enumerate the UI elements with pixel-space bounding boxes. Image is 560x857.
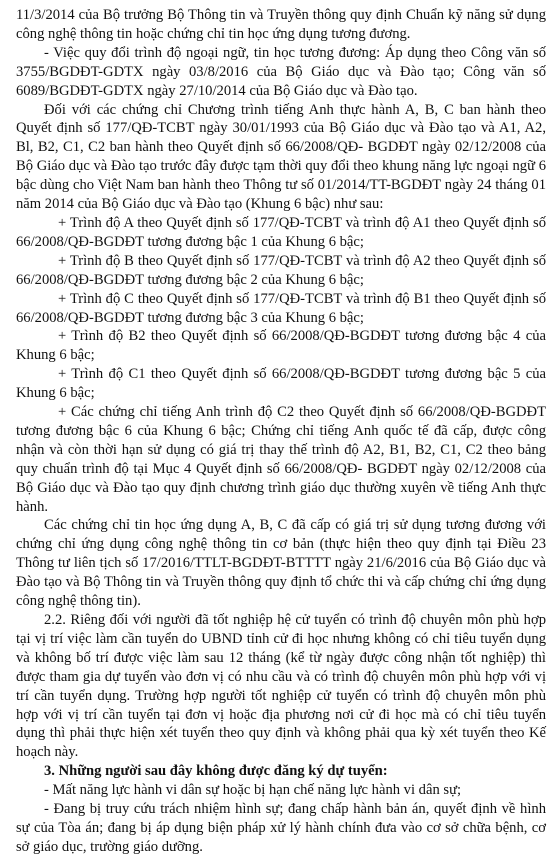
list-item: + Trình độ C1 theo Quyết định số 66/2008/QĐ-BGDĐT tương đương bậc 5 của Khung 6 bậc; bbox=[16, 366, 546, 402]
list-item: - Đang bị truy cứu trách nhiệm hình sự; đang chấp hành bản án, quyết định về hình sự của Tòa án; đang bị áp dụng biện pháp xử lý hành chính đưa vào cơ sở chữa bệnh, cơ sở giáo dục, trường giáo dưỡng. bbox=[16, 801, 546, 855]
paragraph-english-certificates: Đối với các chứng chỉ Chương trình tiếng Anh thực hành A, B, C ban hành theo Quyết định số 177/QĐ-TCBT ngày 30/01/1993 của Bộ Giáo dục và Đào tạo và A1, A2, Bl, B2, C1, C2 ban hành theo Quyết định số 66/2008/QĐ- BGDĐT ngày 02/12/2008 của Bộ Giáo dục và Đào tạo trước đây được tạm thời quy đổi theo khung năng lực ngoại ngữ 6 bậc dùng cho Việt Nam ban hành theo Thông tư số 01/2014/TT-BGDĐT ngày 24 tháng 01 năm 2014 của Bộ Giáo dục và Đào tạo (Khung 6 bậc) như sau: bbox=[16, 101, 546, 213]
list-item: + Trình độ B theo Quyết định số 177/QĐ-TCBT và trình độ A2 theo Quyết định số 66/2008/QĐ-BGDĐT tương đương bậc 2 của Khung 6 bậc; bbox=[16, 252, 546, 288]
section-heading-3: 3. Những người sau đây không được đăng ký dự tuyển: bbox=[44, 763, 388, 780]
list-item: + Trình độ C theo Quyết định số 177/QĐ-TCBT và trình độ B1 theo Quyết định số 66/2008/QĐ-BGDĐT tương đương bậc 3 của Khung 6 bậc; bbox=[16, 290, 546, 326]
list-item: + Các chứng chỉ tiếng Anh trình độ C2 theo Quyết định số 66/2008/QĐ-BGDĐT tương đương bậc 6 của Khung 6 bậc; Chứng chỉ tiếng Anh quốc tế đã cấp, được công nhận và còn thời hạn sử dụng có giá trị thay thế trình độ A2, B1, B2, C1, C2 theo bảng quy chuẩn trình độ tại Mục 4 Quyết định số 66/2008/QĐ- BGDĐT ngày 02/12/2008 của Bộ Giáo dục và Đào tạo quy định chương trình giáo dục thường xuyên về tiếng Anh thực hành. bbox=[16, 404, 546, 515]
paragraph-it-certificates: Các chứng chỉ tin học ứng dụng A, B, C đã cấp có giá trị sử dụng tương đương với chứng chỉ ứng dụng công nghệ thông tin cơ bản (thực hiện theo quy định tại Điều 23 Thông tư liên tịch số 17/2016/TTLT-BGDĐT-BTTTT ngày 21/6/2016 của Bộ Giáo dục và Đào tạo và Bộ Thông tin và Truyền thông quy định tổ chức thi và cấp chứng chỉ ứng dụng công nghệ thông tin). bbox=[16, 517, 546, 610]
list-item: + Trình độ A theo Quyết định số 177/QĐ-TCBT và trình độ A1 theo Quyết định số 66/2008/QĐ-BGDĐT tương đương bậc 1 của Khung 6 bậc; bbox=[16, 214, 546, 250]
paragraph-conversion-rule: - Việc quy đổi trình độ ngoại ngữ, tin học tương đương: Áp dụng theo Công văn số 3755/BGDĐT-GDTX ngày 03/8/2016 của Bộ Giáo dục và Đào tạo; Công văn số 6089/BGDĐT-GDTX ngày 27/10/2014 của Bộ Giáo dục và Đào tạo. bbox=[16, 44, 546, 99]
paragraph-continuation: 11/3/2014 của Bộ trưởng Bộ Thông tin và Truyền thông quy định Chuẩn kỹ năng sử dụng công nghệ thông tin hoặc chứng chỉ tin học ứng dụng tương đương. bbox=[16, 7, 546, 42]
list-item: - Mất năng lực hành vi dân sự hoặc bị hạn chế năng lực hành vi dân sự; bbox=[44, 782, 462, 799]
paragraph-section-2-2: 2.2. Riêng đối với người đã tốt nghiệp hệ cử tuyển có trình độ chuyên môn phù hợp tại vị trí việc làm cần tuyển do UBND tỉnh cử đi học nhưng không có chỉ tiêu tuyển dụng và không bố trí được việc làm sau 12 tháng (kể từ ngày được công nhận tốt nghiệp) thì được tham gia dự tuyển vào đơn vị có nhu cầu và có trình độ chuyên môn phù hợp với vị trí cần tuyển dụng. Trường hợp người tốt nghiệp cử tuyển có trình độ chuyên môn phù hợp với vị trí cần tuyển tại đơn vị hoặc địa phương nơi cử đi học mà có chỉ tiêu tuyển dụng thì phải thực hiện xét tuyển theo quy định và không phải qua kỳ xét tuyển theo Kế hoạch này. bbox=[16, 612, 546, 761]
list-item: + Trình độ B2 theo Quyết định số 66/2008/QĐ-BGDĐT tương đương bậc 4 của Khung 6 bậc; bbox=[16, 328, 546, 364]
